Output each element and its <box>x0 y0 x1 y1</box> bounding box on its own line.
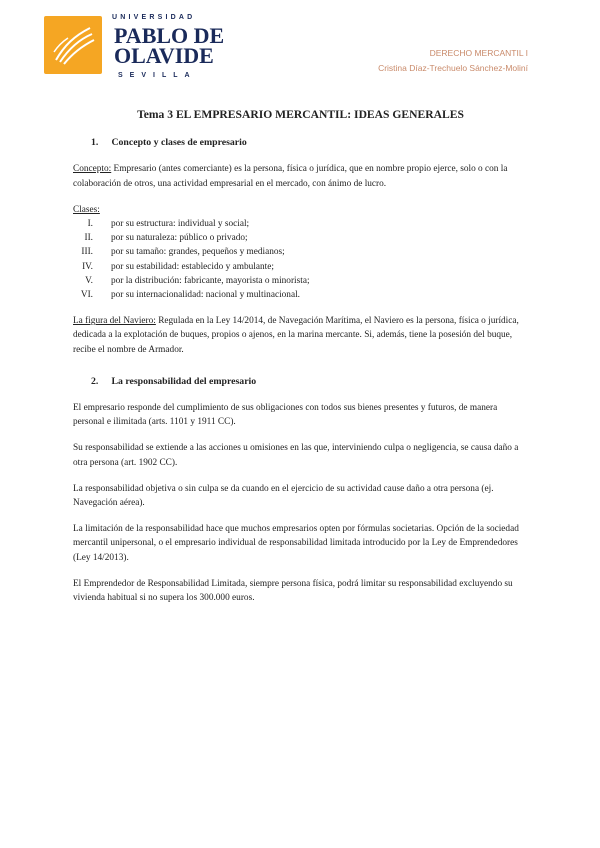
list-item-text: por su internacionalidad: nacional y multinacional. <box>111 290 300 301</box>
responsabilidad-paragraph-3: La responsabilidad objetiva o sin culpa se da cuando en el ejercicio de su actividad cause daño a otra persona (ej. Navegación aérea). <box>73 483 494 509</box>
responsabilidad-paragraph-4: La limitación de la responsabilidad hace que muchos empresarios opten por fórmulas societarias. Opción de la sociedad mercantil unipersonal, o el empresario individual de responsabilidad limitada introducido por la Ley de Emprendedores (Ley 14/2013). <box>73 524 519 563</box>
logo-universidad: UNIVERSIDAD <box>112 14 196 21</box>
responsabilidad-paragraph-2: Su responsabilidad se extiende a las acciones u omisiones en las que, interviniendo culpa o negligencia, se causa daño a otra persona (art. 1902 CC). <box>73 443 519 468</box>
section-1-heading <box>73 136 528 150</box>
list-item <box>73 260 528 274</box>
list-item <box>73 231 528 245</box>
list-item <box>73 288 528 302</box>
list-item <box>73 217 528 231</box>
document-header <box>378 46 528 76</box>
list-item-number: I. <box>87 219 93 230</box>
responsabilidad-paragraph-5: El Emprendedor de Responsabilidad Limitada, siempre persona física, podrá limitar su responsabilidad excluyendo su vivienda habitual si no supera los 300.000 euros. <box>73 578 513 604</box>
list-item-number: V. <box>85 275 93 286</box>
naviero-paragraph <box>73 314 528 357</box>
section-1-number: 1. <box>91 137 99 149</box>
concepto-paragraph <box>73 162 528 190</box>
logo-sevilla: SEVILLA <box>118 72 197 79</box>
author-name: Cristina Díaz-Trechuelo Sánchez-Moliní <box>378 63 528 73</box>
concepto-text: Empresario (antes comerciante) es la persona, física o jurídica, que en nombre propio ejerce, solo o con la colaboración de otros, una actividad empresarial en el mercado, con ánimo de lucro. <box>73 164 508 189</box>
naviero-label: La figura del Naviero: <box>73 316 156 327</box>
concepto-label: Concepto: <box>73 164 112 175</box>
section-2-number: 2. <box>91 375 99 387</box>
clases-paragraph <box>73 203 528 217</box>
university-logo <box>44 10 225 80</box>
responsabilidad-paragraph-1: El empresario responde del cumplimiento de sus obligaciones con todos sus bienes presentes y futuros, de manera personal e ilimitada (arts. 1101 y 1911 CC). <box>73 403 498 428</box>
clases-label: Clases: <box>73 204 100 215</box>
naviero-text: Regulada en la Ley 14/2014, de Navegación Marítima, el Naviero es la persona, física o jurídica, dedicada a la explotación de buques, propios o ajenos, en la marina mercante. Si, además, tiene la posesión del buque, recibe el nombre de Armador. <box>73 316 519 355</box>
page-title: Tema 3 EL EMPRESARIO MERCANTIL: IDEAS GENERALES <box>137 108 464 121</box>
list-item-text: por su estabilidad: establecido y ambulante; <box>111 261 274 272</box>
logo-emblem-icon <box>44 16 102 74</box>
section-2-title: La responsabilidad del empresario <box>111 375 257 387</box>
list-item-text: por su naturaleza: público o privado; <box>111 233 248 244</box>
list-item-text: por la distribución: fabricante, mayorista o minorista; <box>111 275 310 286</box>
logo-olavide: OLAVIDE <box>114 43 214 68</box>
document-body <box>73 108 528 617</box>
list-item-number: IV. <box>82 261 93 272</box>
list-item-text: por su tamaño: grandes, pequeños y medianos; <box>111 247 285 258</box>
list-item-number: II. <box>84 233 93 244</box>
course-name: DERECHO MERCANTIL I <box>429 48 528 58</box>
clases-list <box>73 217 528 302</box>
list-item-number: III. <box>81 247 93 258</box>
list-item-text: por su estructura: individual y social; <box>111 219 250 230</box>
list-item-number: VI. <box>80 290 93 301</box>
section-1-title: Concepto y clases de empresario <box>111 137 247 149</box>
section-2-heading <box>73 375 528 389</box>
logo-pablo: PABLO DE <box>114 23 225 48</box>
list-item <box>73 245 528 259</box>
list-item <box>73 274 528 288</box>
